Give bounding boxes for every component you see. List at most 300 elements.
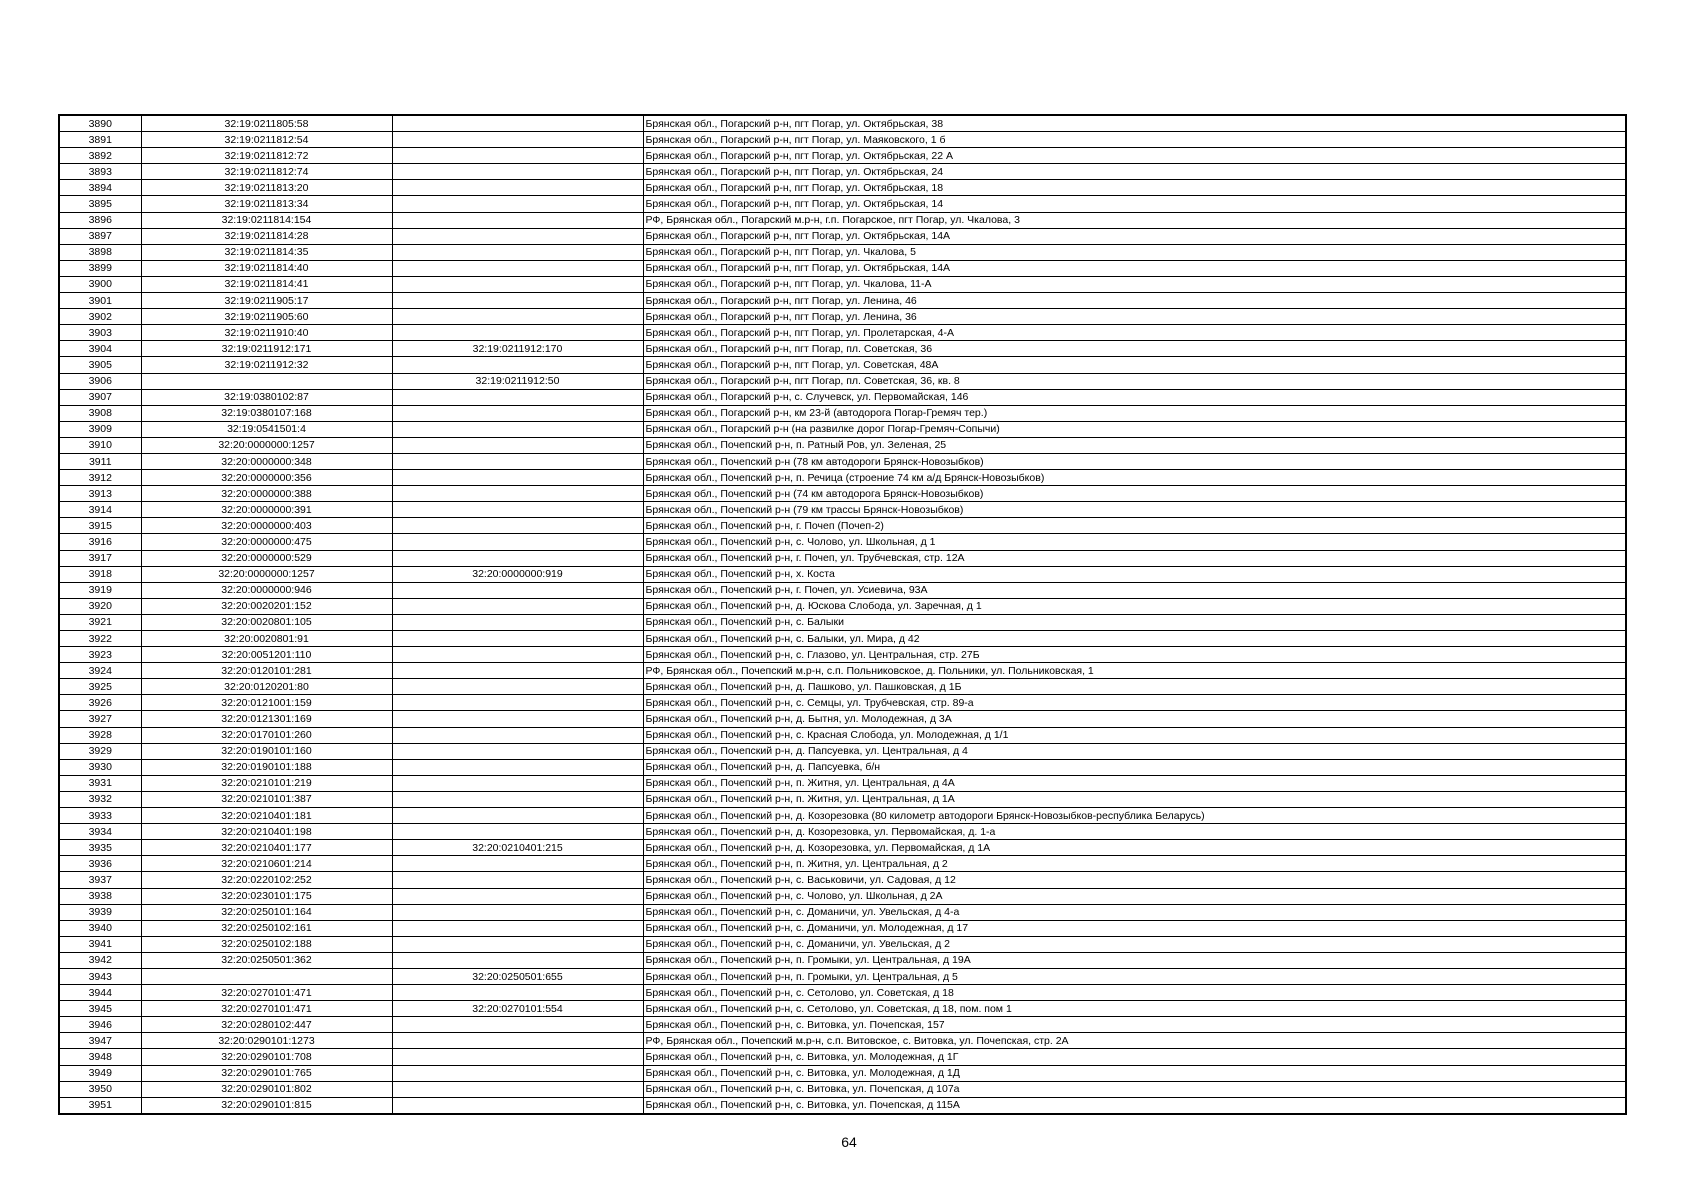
address-cell: Брянская обл., Почепский р-н, п. Громыки, ул. Центральная, д 5 xyxy=(643,968,1626,984)
address-cell: Брянская обл., Почепский р-н, с. Балыки xyxy=(643,614,1626,630)
row-number-cell: 3936 xyxy=(59,856,141,872)
cadastral-number-cell: 32:20:0190101:188 xyxy=(141,759,392,775)
address-cell: Брянская обл., Почепский р-н, с. Витовка, ул. Почепская, 157 xyxy=(643,1017,1626,1033)
cadastral-number-cell: 32:19:0211912:32 xyxy=(141,357,392,373)
address-cell: Брянская обл., Почепский р-н, п. Житня, ул. Центральная, д 4А xyxy=(643,775,1626,791)
address-cell: Брянская обл., Погарский р-н, пгт Погар, ул. Октябрьская, 38 xyxy=(643,115,1626,132)
cadastral-number-cell: 32:19:0380107:168 xyxy=(141,405,392,421)
table-row xyxy=(59,502,1626,518)
related-cadastral-number-cell xyxy=(392,1049,643,1065)
table-row xyxy=(59,453,1626,469)
related-cadastral-number-cell xyxy=(392,486,643,502)
address-cell: Брянская обл., Погарский р-н, пгт Погар, ул. Октябрьская, 18 xyxy=(643,180,1626,196)
related-cadastral-number-cell xyxy=(392,1065,643,1081)
cadastral-number-cell xyxy=(141,373,392,389)
cadastral-number-cell: 32:19:0211814:154 xyxy=(141,212,392,228)
related-cadastral-number-cell xyxy=(392,582,643,598)
row-number-cell: 3913 xyxy=(59,486,141,502)
address-cell: Брянская обл., Почепский р-н, д. Папсуевка, б/н xyxy=(643,759,1626,775)
related-cadastral-number-cell xyxy=(392,663,643,679)
row-number-cell: 3899 xyxy=(59,260,141,276)
cadastral-number-cell: 32:20:0220102:252 xyxy=(141,872,392,888)
related-cadastral-number-cell xyxy=(392,598,643,614)
related-cadastral-number-cell: 32:19:0211912:50 xyxy=(392,373,643,389)
cadastral-number-cell: 32:20:0000000:388 xyxy=(141,486,392,502)
row-number-cell: 3903 xyxy=(59,325,141,341)
row-number-cell: 3930 xyxy=(59,759,141,775)
address-cell: Брянская обл., Почепский р-н, с. Витовка, ул. Почепская, д 115А xyxy=(643,1097,1626,1114)
address-cell: Брянская обл., Почепский р-н, п. Житня, ул. Центральная, д 2 xyxy=(643,856,1626,872)
row-number-cell: 3946 xyxy=(59,1017,141,1033)
cadastral-number-cell: 32:20:0000000:1257 xyxy=(141,566,392,582)
cadastral-number-cell: 32:20:0250102:188 xyxy=(141,936,392,952)
related-cadastral-number-cell xyxy=(392,856,643,872)
table-row xyxy=(59,711,1626,727)
table-row xyxy=(59,534,1626,550)
cadastral-number-cell: 32:20:0250101:164 xyxy=(141,904,392,920)
address-cell: Брянская обл., Почепский р-н, с. Доманичи, ул. Увельская, д 4-а xyxy=(643,904,1626,920)
table-row xyxy=(59,341,1626,357)
row-number-cell: 3924 xyxy=(59,663,141,679)
table-row xyxy=(59,872,1626,888)
table-row xyxy=(59,791,1626,807)
related-cadastral-number-cell xyxy=(392,904,643,920)
cadastral-number-cell: 32:20:0230101:175 xyxy=(141,888,392,904)
cadastral-number-cell: 32:20:0000000:475 xyxy=(141,534,392,550)
row-number-cell: 3921 xyxy=(59,614,141,630)
address-cell: Брянская обл., Почепский р-н, г. Почеп, ул. Трубчевская, стр. 12А xyxy=(643,550,1626,566)
cadastral-number-cell: 32:20:0290101:765 xyxy=(141,1065,392,1081)
table-row xyxy=(59,936,1626,952)
table-row xyxy=(59,180,1626,196)
cadastral-number-cell: 32:19:0541501:4 xyxy=(141,421,392,437)
cadastral-number-cell: 32:19:0211813:20 xyxy=(141,180,392,196)
table-row xyxy=(59,647,1626,663)
table-row xyxy=(59,550,1626,566)
table-row xyxy=(59,582,1626,598)
row-number-cell: 3939 xyxy=(59,904,141,920)
cadastral-number-cell: 32:20:0210101:219 xyxy=(141,775,392,791)
related-cadastral-number-cell xyxy=(392,936,643,952)
address-cell: Брянская обл., Почепский р-н, с. Витовка, ул. Молодежная, д 1Г xyxy=(643,1049,1626,1065)
related-cadastral-number-cell xyxy=(392,920,643,936)
cadastral-number-cell: 32:20:0000000:1257 xyxy=(141,437,392,453)
table-row xyxy=(59,663,1626,679)
table-row xyxy=(59,1033,1626,1049)
table-row xyxy=(59,357,1626,373)
address-cell: Брянская обл., Почепский р-н, д. Юскова Слобода, ул. Заречная, д 1 xyxy=(643,598,1626,614)
related-cadastral-number-cell xyxy=(392,824,643,840)
table-row xyxy=(59,164,1626,180)
row-number-cell: 3896 xyxy=(59,212,141,228)
table-row xyxy=(59,373,1626,389)
page-number: 64 xyxy=(841,1134,857,1150)
related-cadastral-number-cell: 32:20:0210401:215 xyxy=(392,840,643,856)
related-cadastral-number-cell xyxy=(392,1017,643,1033)
table-row xyxy=(59,775,1626,791)
row-number-cell: 3943 xyxy=(59,968,141,984)
table-row xyxy=(59,518,1626,534)
cadastral-number-cell: 32:20:0120201:80 xyxy=(141,679,392,695)
row-number-cell: 3911 xyxy=(59,453,141,469)
cadastral-number-cell: 32:20:0250102:161 xyxy=(141,920,392,936)
row-number-cell: 3933 xyxy=(59,808,141,824)
table-row xyxy=(59,695,1626,711)
row-number-cell: 3922 xyxy=(59,631,141,647)
row-number-cell: 3935 xyxy=(59,840,141,856)
table-row xyxy=(59,904,1626,920)
row-number-cell: 3904 xyxy=(59,341,141,357)
table-row xyxy=(59,405,1626,421)
related-cadastral-number-cell xyxy=(392,325,643,341)
related-cadastral-number-cell xyxy=(392,1081,643,1097)
row-number-cell: 3916 xyxy=(59,534,141,550)
cadastral-number-cell: 32:19:0211910:40 xyxy=(141,325,392,341)
cadastral-number-cell: 32:20:0000000:529 xyxy=(141,550,392,566)
related-cadastral-number-cell xyxy=(392,631,643,647)
row-number-cell: 3948 xyxy=(59,1049,141,1065)
row-number-cell: 3914 xyxy=(59,502,141,518)
table-row xyxy=(59,952,1626,968)
row-number-cell: 3910 xyxy=(59,437,141,453)
address-cell: Брянская обл., Погарский р-н, с. Случевск, ул. Первомайская, 146 xyxy=(643,389,1626,405)
row-number-cell: 3931 xyxy=(59,775,141,791)
row-number-cell: 3928 xyxy=(59,727,141,743)
address-cell: Брянская обл., Почепский р-н, г. Почеп (Почеп-2) xyxy=(643,518,1626,534)
related-cadastral-number-cell xyxy=(392,389,643,405)
row-number-cell: 3901 xyxy=(59,293,141,309)
row-number-cell: 3938 xyxy=(59,888,141,904)
related-cadastral-number-cell xyxy=(392,405,643,421)
cadastral-number-cell: 32:20:0290101:815 xyxy=(141,1097,392,1114)
table-row xyxy=(59,437,1626,453)
table-row xyxy=(59,614,1626,630)
related-cadastral-number-cell xyxy=(392,196,643,212)
related-cadastral-number-cell xyxy=(392,470,643,486)
cadastral-number-cell: 32:19:0211812:72 xyxy=(141,148,392,164)
row-number-cell: 3947 xyxy=(59,1033,141,1049)
related-cadastral-number-cell xyxy=(392,1033,643,1049)
address-cell: Брянская обл., Погарский р-н, пгт Погар, ул. Пролетарская, 4-А xyxy=(643,325,1626,341)
table-row xyxy=(59,389,1626,405)
related-cadastral-number-cell xyxy=(392,132,643,148)
row-number-cell: 3900 xyxy=(59,276,141,292)
table-row xyxy=(59,824,1626,840)
address-cell: Брянская обл., Погарский р-н, пгт Погар, ул. Октябрьская, 14 xyxy=(643,196,1626,212)
cadastral-number-cell: 32:20:0051201:110 xyxy=(141,647,392,663)
address-cell: Брянская обл., Погарский р-н, пгт Погар, пл. Советская, 36 xyxy=(643,341,1626,357)
table-row xyxy=(59,968,1626,984)
cadastral-number-cell: 32:19:0211905:17 xyxy=(141,293,392,309)
cadastral-number-cell: 32:20:0170101:260 xyxy=(141,727,392,743)
row-number-cell: 3934 xyxy=(59,824,141,840)
row-number-cell: 3941 xyxy=(59,936,141,952)
address-cell: Брянская обл., Почепский р-н, с. Чолово, ул. Школьная, д 1 xyxy=(643,534,1626,550)
address-cell: Брянская обл., Погарский р-н, пгт Погар, ул. Маяковского, 1 б xyxy=(643,132,1626,148)
row-number-cell: 3927 xyxy=(59,711,141,727)
related-cadastral-number-cell xyxy=(392,711,643,727)
address-cell: Брянская обл., Почепский р-н, с. Доманичи, ул. Молодежная, д 17 xyxy=(643,920,1626,936)
cadastral-number-cell: 32:20:0020801:91 xyxy=(141,631,392,647)
row-number-cell: 3909 xyxy=(59,421,141,437)
row-number-cell: 3920 xyxy=(59,598,141,614)
address-cell: Брянская обл., Почепский р-н, с. Красная Слобода, ул. Молодежная, д 1/1 xyxy=(643,727,1626,743)
cadastral-number-cell: 32:19:0211814:40 xyxy=(141,260,392,276)
cadastral-number-cell: 32:20:0270101:471 xyxy=(141,985,392,1001)
row-number-cell: 3919 xyxy=(59,582,141,598)
address-cell: Брянская обл., Почепский р-н, п. Громыки, ул. Центральная, д 19А xyxy=(643,952,1626,968)
cadastral-number-cell: 32:20:0210401:181 xyxy=(141,808,392,824)
table-row xyxy=(59,132,1626,148)
table-row xyxy=(59,486,1626,502)
table-row xyxy=(59,260,1626,276)
related-cadastral-number-cell xyxy=(392,872,643,888)
table-row xyxy=(59,743,1626,759)
table-row xyxy=(59,727,1626,743)
related-cadastral-number-cell xyxy=(392,695,643,711)
address-cell: Брянская обл., Погарский р-н, пгт Погар, ул. Октябрьская, 14А xyxy=(643,228,1626,244)
address-cell: Брянская обл., Погарский р-н, пгт Погар, пл. Советская, 36, кв. 8 xyxy=(643,373,1626,389)
table-row xyxy=(59,470,1626,486)
cadastral-number-cell: 32:20:0020201:152 xyxy=(141,598,392,614)
address-cell: Брянская обл., Почепский р-н, с. Глазово, ул. Центральная, стр. 27Б xyxy=(643,647,1626,663)
row-number-cell: 3895 xyxy=(59,196,141,212)
address-cell: Брянская обл., Погарский р-н, пгт Погар, ул. Советская, 48А xyxy=(643,357,1626,373)
table-row xyxy=(59,856,1626,872)
cadastral-number-cell: 32:20:0280102:447 xyxy=(141,1017,392,1033)
row-number-cell: 3949 xyxy=(59,1065,141,1081)
related-cadastral-number-cell xyxy=(392,502,643,518)
related-cadastral-number-cell xyxy=(392,550,643,566)
registry-table xyxy=(58,114,1627,1115)
table-row xyxy=(59,679,1626,695)
row-number-cell: 3950 xyxy=(59,1081,141,1097)
address-cell: Брянская обл., Почепский р-н, с. Сетолово, ул. Советская, д 18 xyxy=(643,985,1626,1001)
row-number-cell: 3892 xyxy=(59,148,141,164)
cadastral-number-cell xyxy=(141,968,392,984)
row-number-cell: 3942 xyxy=(59,952,141,968)
row-number-cell: 3945 xyxy=(59,1001,141,1017)
table-row xyxy=(59,276,1626,292)
table-row xyxy=(59,1001,1626,1017)
cadastral-number-cell: 32:19:0211805:58 xyxy=(141,115,392,132)
row-number-cell: 3894 xyxy=(59,180,141,196)
related-cadastral-number-cell xyxy=(392,260,643,276)
cadastral-number-cell: 32:20:0000000:356 xyxy=(141,470,392,486)
related-cadastral-number-cell xyxy=(392,759,643,775)
table-row xyxy=(59,566,1626,582)
row-number-cell: 3893 xyxy=(59,164,141,180)
row-number-cell: 3944 xyxy=(59,985,141,1001)
address-cell: Брянская обл., Погарский р-н, пгт Погар, ул. Чкалова, 5 xyxy=(643,244,1626,260)
address-cell: Брянская обл., Почепский р-н, с. Балыки, ул. Мира, д 42 xyxy=(643,631,1626,647)
table-row xyxy=(59,631,1626,647)
cadastral-number-cell: 32:20:0210101:387 xyxy=(141,791,392,807)
address-cell: Брянская обл., Почепский р-н, с. Сетолово, ул. Советская, д 18, пом. пом 1 xyxy=(643,1001,1626,1017)
related-cadastral-number-cell xyxy=(392,309,643,325)
address-cell: Брянская обл., Почепский р-н, с. Семцы, ул. Трубчевская, стр. 89-а xyxy=(643,695,1626,711)
table-row xyxy=(59,985,1626,1001)
row-number-cell: 3891 xyxy=(59,132,141,148)
related-cadastral-number-cell xyxy=(392,293,643,309)
table-row xyxy=(59,244,1626,260)
address-cell: Брянская обл., Почепский р-н, г. Почеп, ул. Усиевича, 93А xyxy=(643,582,1626,598)
cadastral-number-cell: 32:20:0290101:1273 xyxy=(141,1033,392,1049)
row-number-cell: 3926 xyxy=(59,695,141,711)
cadastral-number-cell: 32:20:0000000:348 xyxy=(141,453,392,469)
cadastral-number-cell: 32:20:0120101:281 xyxy=(141,663,392,679)
cadastral-number-cell: 32:20:0121001:159 xyxy=(141,695,392,711)
row-number-cell: 3915 xyxy=(59,518,141,534)
cadastral-number-cell: 32:19:0211812:74 xyxy=(141,164,392,180)
related-cadastral-number-cell xyxy=(392,148,643,164)
address-cell: Брянская обл., Почепский р-н, п. Житня, ул. Центральная, д 1А xyxy=(643,791,1626,807)
related-cadastral-number-cell xyxy=(392,115,643,132)
table-row xyxy=(59,888,1626,904)
table-row xyxy=(59,1097,1626,1114)
address-cell: Брянская обл., Почепский р-н, п. Речица (строение 74 км а/д Брянск-Новозыбков) xyxy=(643,470,1626,486)
related-cadastral-number-cell xyxy=(392,534,643,550)
cadastral-number-cell: 32:20:0121301:169 xyxy=(141,711,392,727)
related-cadastral-number-cell xyxy=(392,228,643,244)
address-cell: Брянская обл., Почепский р-н, д. Козорезовка (80 километр автодороги Брянск-Новозыбков-республика Беларусь) xyxy=(643,808,1626,824)
address-cell: Брянская обл., Почепский р-н, д. Пашково, ул. Пашковская, д 1Б xyxy=(643,679,1626,695)
row-number-cell: 3937 xyxy=(59,872,141,888)
row-number-cell: 3912 xyxy=(59,470,141,486)
address-cell: Брянская обл., Почепский р-н, д. Бытня, ул. Молодежная, д 3А xyxy=(643,711,1626,727)
table-row xyxy=(59,115,1626,132)
table-row xyxy=(59,598,1626,614)
related-cadastral-number-cell xyxy=(392,518,643,534)
table-row xyxy=(59,759,1626,775)
related-cadastral-number-cell xyxy=(392,647,643,663)
related-cadastral-number-cell xyxy=(392,775,643,791)
cadastral-number-cell: 32:19:0211814:28 xyxy=(141,228,392,244)
address-cell: Брянская обл., Почепский р-н (78 км автодороги Брянск-Новозыбков) xyxy=(643,453,1626,469)
related-cadastral-number-cell xyxy=(392,614,643,630)
address-cell: РФ, Брянская обл., Погарский м.р-н, г.п. Погарское, пгт Погар, ул. Чкалова, 3 xyxy=(643,212,1626,228)
address-cell: Брянская обл., Погарский р-н, пгт Погар, ул. Октябрьская, 14А xyxy=(643,260,1626,276)
address-cell: Брянская обл., Почепский р-н, с. Витовка, ул. Почепская, д 107а xyxy=(643,1081,1626,1097)
related-cadastral-number-cell: 32:20:0250501:655 xyxy=(392,968,643,984)
table-row xyxy=(59,228,1626,244)
row-number-cell: 3897 xyxy=(59,228,141,244)
row-number-cell: 3932 xyxy=(59,791,141,807)
related-cadastral-number-cell xyxy=(392,164,643,180)
address-cell: Брянская обл., Погарский р-н, км 23-й (автодорога Погар-Гремяч тер.) xyxy=(643,405,1626,421)
cadastral-number-cell: 32:20:0000000:946 xyxy=(141,582,392,598)
cadastral-number-cell: 32:20:0000000:391 xyxy=(141,502,392,518)
address-cell: Брянская обл., Погарский р-н, пгт Погар, ул. Ленина, 46 xyxy=(643,293,1626,309)
table-row xyxy=(59,293,1626,309)
row-number-cell: 3906 xyxy=(59,373,141,389)
row-number-cell: 3929 xyxy=(59,743,141,759)
related-cadastral-number-cell: 32:20:0270101:554 xyxy=(392,1001,643,1017)
address-cell: Брянская обл., Почепский р-н, п. Ратный Ров, ул. Зеленая, 25 xyxy=(643,437,1626,453)
table-row xyxy=(59,309,1626,325)
cadastral-number-cell: 32:20:0210601:214 xyxy=(141,856,392,872)
related-cadastral-number-cell xyxy=(392,244,643,260)
row-number-cell: 3902 xyxy=(59,309,141,325)
row-number-cell: 3907 xyxy=(59,389,141,405)
address-cell: РФ, Брянская обл., Почепский м.р-н, с.п. Витовское, с. Витовка, ул. Почепская, стр. 2А xyxy=(643,1033,1626,1049)
row-number-cell: 3918 xyxy=(59,566,141,582)
related-cadastral-number-cell xyxy=(392,791,643,807)
row-number-cell: 3940 xyxy=(59,920,141,936)
registry-table-body xyxy=(59,115,1626,1114)
cadastral-number-cell: 32:19:0211814:41 xyxy=(141,276,392,292)
row-number-cell: 3917 xyxy=(59,550,141,566)
address-cell: Брянская обл., Погарский р-н, пгт Погар, ул. Ленина, 36 xyxy=(643,309,1626,325)
related-cadastral-number-cell xyxy=(392,808,643,824)
table-row xyxy=(59,1017,1626,1033)
cadastral-number-cell: 32:20:0210401:177 xyxy=(141,840,392,856)
row-number-cell: 3951 xyxy=(59,1097,141,1114)
address-cell: Брянская обл., Погарский р-н, пгт Погар, ул. Октябрьская, 24 xyxy=(643,164,1626,180)
row-number-cell: 3923 xyxy=(59,647,141,663)
cadastral-number-cell: 32:20:0000000:403 xyxy=(141,518,392,534)
row-number-cell: 3925 xyxy=(59,679,141,695)
row-number-cell: 3898 xyxy=(59,244,141,260)
related-cadastral-number-cell xyxy=(392,453,643,469)
related-cadastral-number-cell xyxy=(392,421,643,437)
related-cadastral-number-cell: 32:19:0211912:170 xyxy=(392,341,643,357)
table-row xyxy=(59,1081,1626,1097)
cadastral-number-cell: 32:19:0211912:171 xyxy=(141,341,392,357)
cadastral-number-cell: 32:20:0020801:105 xyxy=(141,614,392,630)
cadastral-number-cell: 32:20:0190101:160 xyxy=(141,743,392,759)
row-number-cell: 3908 xyxy=(59,405,141,421)
related-cadastral-number-cell xyxy=(392,180,643,196)
table-row xyxy=(59,421,1626,437)
related-cadastral-number-cell xyxy=(392,437,643,453)
table-row xyxy=(59,808,1626,824)
cadastral-number-cell: 32:19:0211905:60 xyxy=(141,309,392,325)
table-row xyxy=(59,1065,1626,1081)
address-cell: Брянская обл., Почепский р-н (79 км трассы Брянск-Новозыбков) xyxy=(643,502,1626,518)
related-cadastral-number-cell xyxy=(392,888,643,904)
address-cell: Брянская обл., Почепский р-н, с. Васьковичи, ул. Садовая, д 12 xyxy=(643,872,1626,888)
cadastral-number-cell: 32:20:0290101:802 xyxy=(141,1081,392,1097)
table-row xyxy=(59,148,1626,164)
address-cell: Брянская обл., Почепский р-н, д. Папсуевка, ул. Центральная, д 4 xyxy=(643,743,1626,759)
related-cadastral-number-cell xyxy=(392,952,643,968)
cadastral-number-cell: 32:20:0270101:471 xyxy=(141,1001,392,1017)
address-cell: Брянская обл., Почепский р-н, д. Козорезовка, ул. Первомайская, д 1А xyxy=(643,840,1626,856)
address-cell: Брянская обл., Почепский р-н (74 км автодорога Брянск-Новозыбков) xyxy=(643,486,1626,502)
row-number-cell: 3890 xyxy=(59,115,141,132)
related-cadastral-number-cell xyxy=(392,276,643,292)
table-row xyxy=(59,1049,1626,1065)
row-number-cell: 3905 xyxy=(59,357,141,373)
table-row xyxy=(59,325,1626,341)
address-cell: Брянская обл., Почепский р-н, с. Витовка, ул. Молодежная, д 1Д xyxy=(643,1065,1626,1081)
address-cell: Брянская обл., Погарский р-н (на развилке дорог Погар-Гремяч-Сопычи) xyxy=(643,421,1626,437)
cadastral-number-cell: 32:19:0380102:87 xyxy=(141,389,392,405)
address-cell: Брянская обл., Погарский р-н, пгт Погар, ул. Чкалова, 11-А xyxy=(643,276,1626,292)
related-cadastral-number-cell xyxy=(392,985,643,1001)
address-cell: РФ, Брянская обл., Почепский м.р-н, с.п. Польниковское, д. Польники, ул. Польниковская, 1 xyxy=(643,663,1626,679)
address-cell: Брянская обл., Погарский р-н, пгт Погар, ул. Октябрьская, 22 А xyxy=(643,148,1626,164)
related-cadastral-number-cell xyxy=(392,1097,643,1114)
table-row xyxy=(59,840,1626,856)
address-cell: Брянская обл., Почепский р-н, с. Доманичи, ул. Увельская, д 2 xyxy=(643,936,1626,952)
address-cell: Брянская обл., Почепский р-н, с. Чолово, ул. Школьная, д 2А xyxy=(643,888,1626,904)
cadastral-number-cell: 32:19:0211812:54 xyxy=(141,132,392,148)
address-cell: Брянская обл., Почепский р-н, х. Коста xyxy=(643,566,1626,582)
cadastral-number-cell: 32:20:0250501:362 xyxy=(141,952,392,968)
cadastral-number-cell: 32:19:0211813:34 xyxy=(141,196,392,212)
